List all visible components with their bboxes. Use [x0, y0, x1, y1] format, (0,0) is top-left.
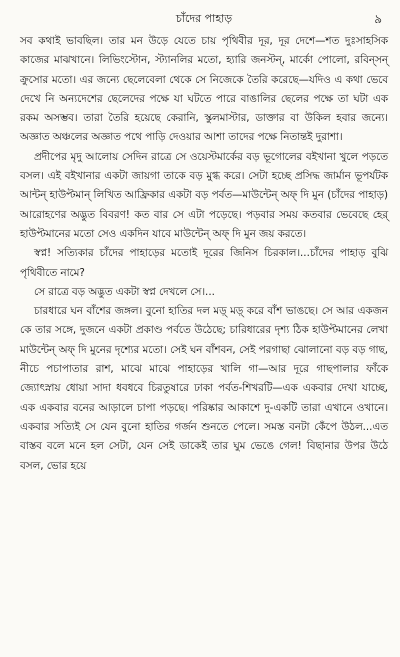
paragraph: স্বপ্ন! সত্যিকার চাঁদের পাহাড়ের মতোই দূরের জিনিস চিরকাল।...চাঁদের পাহাড় বুঝি পৃথিবীতে নামে? [20, 247, 388, 279]
paragraph: প্রদীপের মৃদু আলোয় সেদিন রাত্রে সে ওয়েস্টমার্কের বড় ভূগোলের বইখানা খুলে পড়তে বসল। এই বইখানার একটা জায়গা তাকে বড় মুগ্ধ করে। সেটা হচ্ছে প্রসিদ্ধ জার্মান ভূপর্যটক আন্টন্‌ হাউপ্টমান্‌ লিখিত আফ্রিকার একটা বড় পর্বত—মাউন্টেন্‌ অফ্‌ দি মুন (চাঁদের পাহাড়) আরোহণের অদ্ভুত বিবরণ! কত বার সে এটা পড়েছে। পড়বার সময় কতবার ভেবেছে হের্‌ হাউপ্টমানের মতো সেও একদিন যাবে মাউন্টেন্‌ অফ্‌ দি মুন জয় করতে। [20, 150, 388, 240]
paragraph: চারধারে ঘন বাঁশের জঙ্গল। বুনো হাতির দল মড়্‌ মড়্‌ করে বাঁশ ভাঙছে। সে আর একজন কে তার সঙ্গে, দুজনে একটা প্রকাণ্ড পর্বতে উঠেছে; চারিধারের দৃশ্য ঠিক হাউপ্টমানের লেখা মাউন্টেন্‌ অফ্‌ দি মুনের দৃশ্যের মতো। সেই ঘন বাঁশবন, সেই পরগাছা ঝোলানো বড় বড় গাছ, নীচে পচাপাতার রাশ, মাঝে মাঝে পাহাড়ের খালি গা—আর দূরে গাছপালার ফাঁকে জ্যোৎস্নায় ধোয়া সাদা ধবধবে চিরতুষারে ঢাকা পর্বত-শিখরটি—এক একবার দেখা যাচ্ছে, এক একবার বনের আড়ালে চাপা পড়ছে। পরিষ্কার আকাশে দু-একটি তারা এখানে ওখানে। একবার সত্যিই সে যেন বুনো হাতির গর্জন শুনতে পেলে। সমস্ত বনটা কেঁপে উঠল...এত বাস্তব বলে মনে হল সেটা, যেন সেই ডাকেই তার ঘুম ভেঙে গেল! বিছানার উপর উঠে বসল, ভোর হয়ে [20, 305, 388, 472]
paragraph: সব কথাই ভাবছিল। তার মন উড়ে যেতে চায় পৃথিবীর দূর, দূর দেশে—শত দুঃসাহসিক কাজের মাঝখানে। লিভিংস্টোন, স্ট্যানলির মতো, হ্যারি জনস্টন্‌, মার্কো পোলো, রবিন্‌সন্ ক্রুসোর মতো। এর জন্যে ছেলেবেলা থেকে সে নিজেকে তৈরি করেছে—যদিও এ কথা ভেবে দেখে নি অন্যদেশের ছেলেদের পক্ষে যা ঘটতে পারে বাঙালির ছেলের পক্ষে তা ঘটা এক রকম অসম্ভব। তারা তৈরি হয়েছে কেরানি, স্কুলমাস্টার, ডাক্তার বা উকিল হবার জন্যে। অজ্ঞাত অঞ্চলের অজ্ঞাত পথে পাড়ি দেওয়ার আশা তাদের পক্ষে নিতান্তই দুরাশা। [20, 35, 388, 144]
body-text [20, 32, 388, 476]
paragraph: সে রাত্রে বড় অদ্ভুত একটা স্বপ্ন দেখলে সে।... [34, 285, 215, 298]
running-header [20, 8, 388, 30]
page-number: ৯ [374, 12, 382, 26]
book-title: চাঁদের পাহাড় [175, 12, 233, 25]
